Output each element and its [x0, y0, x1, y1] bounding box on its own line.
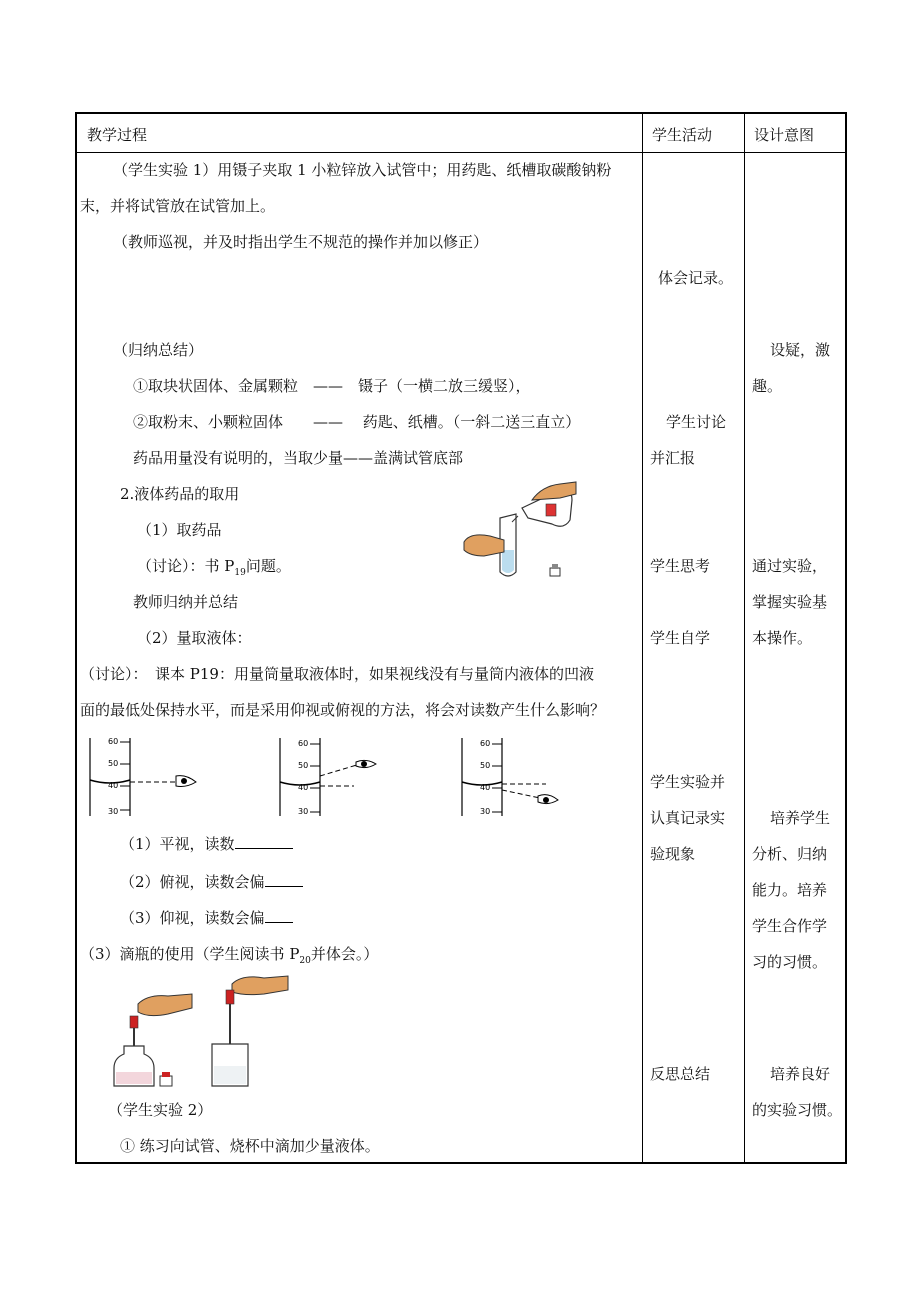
summary-item-2: ②取粉末、小颗粒固体 —— 药匙、纸槽。（一斜二送三直立） [133, 413, 581, 431]
column-divider [744, 114, 745, 1162]
summary-item-3: 药品用量没有说明的，当取少量——盖满试管底部 [133, 449, 464, 467]
activity-reflect: 反思总结 [650, 1065, 711, 1083]
dropper-bottle-usage: （3）滴瓶的使用（学生阅读书 $P_{20}$并体会。） [80, 945, 379, 966]
activity-exp-line2: 认真记录实 [650, 809, 726, 827]
activity-selfstudy: 学生自学 [650, 629, 711, 647]
tick-label: 60 [298, 739, 309, 748]
discuss2-line1: （讨论）： 课本 P19：用量筒量取液体时，如果视线没有与量筒内液体的凹液 [80, 665, 594, 683]
intent-3-line4: 学生合作学 [752, 917, 828, 935]
summary-item-1: ①取块状固体、金属颗粒 —— 镊子（一横二放三缓竖）， [133, 377, 531, 395]
cylinder-level-view [90, 737, 196, 816]
intent-1-line2: 趣。 [752, 377, 783, 395]
tick-label: 50 [298, 761, 309, 770]
liquid-title: 2.液体药品的取用 [120, 485, 240, 503]
activity-exp-line1: 学生实验并 [650, 773, 726, 791]
intent-3-line3: 能力。培养 [752, 881, 828, 899]
discuss-book: （讨论）：书 $P_{19}$问题。 [137, 557, 291, 578]
view-bottom: （3）仰视，读数会偏 [120, 908, 293, 928]
cylinder-top-view [280, 738, 376, 816]
tick-label: 50 [108, 759, 119, 768]
measure-liquid: （2）量取液体： [137, 629, 252, 647]
intent-4-line1: 培养良好 [770, 1065, 831, 1083]
take-drug: （1）取药品 [137, 521, 222, 539]
intent-4-line2: 的实验习惯。 [752, 1101, 843, 1119]
intent-2-line3: 本操作。 [752, 629, 813, 647]
summary-title: （归纳总结） [113, 341, 204, 359]
activity-record: 体会记录。 [658, 269, 734, 287]
exp1-line2: 末，并将试管放在试管加上。 [80, 197, 276, 215]
intent-3-line2: 分析、归纳 [752, 845, 828, 863]
tick-label: 40 [108, 781, 119, 790]
view-top: （2）俯视，读数会偏 [120, 872, 303, 892]
tick-label: 30 [298, 807, 309, 816]
dropper-illustration [108, 972, 298, 1094]
tick-label: 30 [108, 807, 119, 816]
tick-label: 60 [480, 739, 491, 748]
exp2-item1: ① 练习向试管、烧杯中滴加少量液体。 [120, 1137, 380, 1155]
column-divider [642, 114, 643, 1162]
cylinder-reading-diagrams [80, 736, 570, 820]
header-divider [77, 152, 845, 153]
teacher-patrol: （教师巡视，并及时指出学生不规范的操作并加以修正） [113, 233, 489, 251]
tick-label: 50 [480, 761, 491, 770]
view-level: （1）平视，读数 [120, 834, 293, 854]
activity-exp-line3: 验现象 [650, 845, 696, 863]
intent-2-line2: 掌握实验基 [752, 593, 828, 611]
header-activity: 学生活动 [652, 126, 713, 144]
discuss2-line2: 面的最低处保持水平，而是采用仰视或俯视的方法，将会对读数产生什么影响？ [80, 701, 606, 719]
exp1-line1: （学生实验 1）用镊子夹取 1 小粒锌放入试管中；用药匙、纸槽取碳酸钠粉 [113, 161, 612, 179]
teacher-summary: 教师归纳并总结 [133, 593, 239, 611]
intent-3-line5: 习的习惯。 [752, 953, 828, 971]
pouring-liquid-illustration [460, 480, 580, 585]
tick-label: 60 [108, 737, 119, 746]
tick-label: 40 [298, 783, 309, 792]
intent-3-line1: 培养学生 [770, 809, 831, 827]
intent-2-line1: 通过实验， [752, 557, 828, 575]
intent-1-line1: 设疑，激 [770, 341, 831, 359]
header-process: 教学过程 [87, 126, 148, 144]
student-exp2: （学生实验 2） [108, 1101, 213, 1119]
activity-think: 学生思考 [650, 557, 711, 575]
activity-report: 并汇报 [650, 449, 696, 467]
tick-label: 40 [480, 783, 491, 792]
cylinder-bottom-view [462, 738, 558, 816]
activity-discuss: 学生讨论 [666, 413, 727, 431]
tick-label: 30 [480, 807, 491, 816]
header-intent: 设计意图 [754, 126, 815, 144]
